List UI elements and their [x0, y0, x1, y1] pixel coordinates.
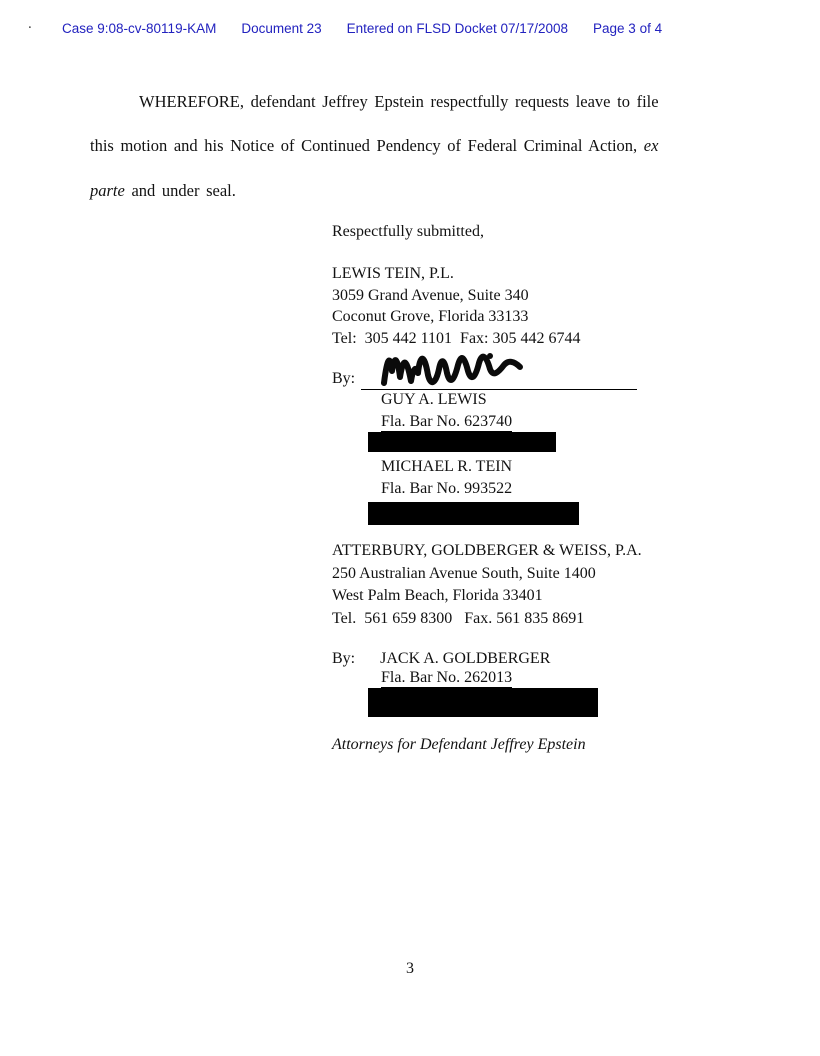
- attorney2-bar-number: Fla. Bar No. 993522: [381, 479, 513, 497]
- document-number: Document 23: [241, 21, 322, 36]
- paragraph-line-2: [90, 136, 658, 156]
- firm1-address-1: 3059 Grand Avenue, Suite 340: [332, 286, 529, 304]
- paragraph-line-1: WHEREFORE, defendant Jeffrey Epstein respectfully requests leave to file: [139, 92, 659, 111]
- attorney3-name: JACK A. GOLDBERGER: [380, 650, 551, 667]
- attorney1-block: [381, 389, 512, 432]
- case-number: Case 9:08-cv-80119-KAM: [62, 21, 217, 36]
- firm2-address-1: 250 Australian Avenue South, Suite 1400: [332, 564, 596, 582]
- attorney2-block: [381, 456, 512, 499]
- firm1-phone: Tel: 305 442 1101 Fax: 305 442 6744: [332, 329, 581, 347]
- paragraph-line-3-text: and under seal.: [131, 181, 236, 200]
- firm1-by-label: By:: [332, 370, 356, 387]
- firm2-by-label: By:: [332, 650, 356, 667]
- attorney1-bar-number: Fla. Bar No. 623740: [381, 412, 513, 430]
- firm2-block: [332, 540, 642, 630]
- page-indicator: Page 3 of 4: [593, 21, 663, 36]
- firm1-block: [332, 263, 581, 349]
- firm2-phone: Tel. 561 659 8300 Fax. 561 835 8691: [332, 609, 585, 627]
- page-number: 3: [406, 960, 414, 977]
- attorney3-bar-number: Fla. Bar No. 262013: [381, 669, 513, 686]
- redaction-bar-1: [368, 432, 556, 452]
- firm1-name: LEWIS TEIN, P.L.: [332, 265, 454, 282]
- firm2-address-2: West Palm Beach, Florida 33401: [332, 587, 543, 604]
- respectfully-submitted: Respectfully submitted,: [332, 223, 484, 240]
- attorney3-bar-row: [381, 669, 512, 687]
- attorneys-for-line: Attorneys for Defendant Jeffrey Epstein: [332, 736, 586, 753]
- docket-header: [62, 21, 662, 36]
- paragraph-line-2-italic: ex: [643, 136, 659, 155]
- signature-scribble: [378, 347, 528, 392]
- paragraph-line-3: [90, 181, 236, 201]
- redaction-bar-3: [368, 688, 598, 717]
- firm2-by-row: [332, 650, 550, 668]
- firm1-address-2: Coconut Grove, Florida 33133: [332, 308, 529, 325]
- attorney2-name: MICHAEL R. TEIN: [381, 458, 513, 475]
- paragraph-line-2-text: this motion and his Notice of Continued Pendency of Federal Criminal Action,: [90, 136, 638, 155]
- paragraph-line-3-italic: parte: [90, 181, 125, 200]
- docket-entry-info: Entered on FLSD Docket 07/17/2008: [346, 21, 569, 36]
- attorney1-name: GUY A. LEWIS: [381, 391, 487, 408]
- margin-artifact-dot: .: [28, 16, 32, 32]
- firm2-name: ATTERBURY, GOLDBERGER & WEISS, P.A.: [332, 542, 642, 559]
- redaction-bar-2: [368, 502, 579, 525]
